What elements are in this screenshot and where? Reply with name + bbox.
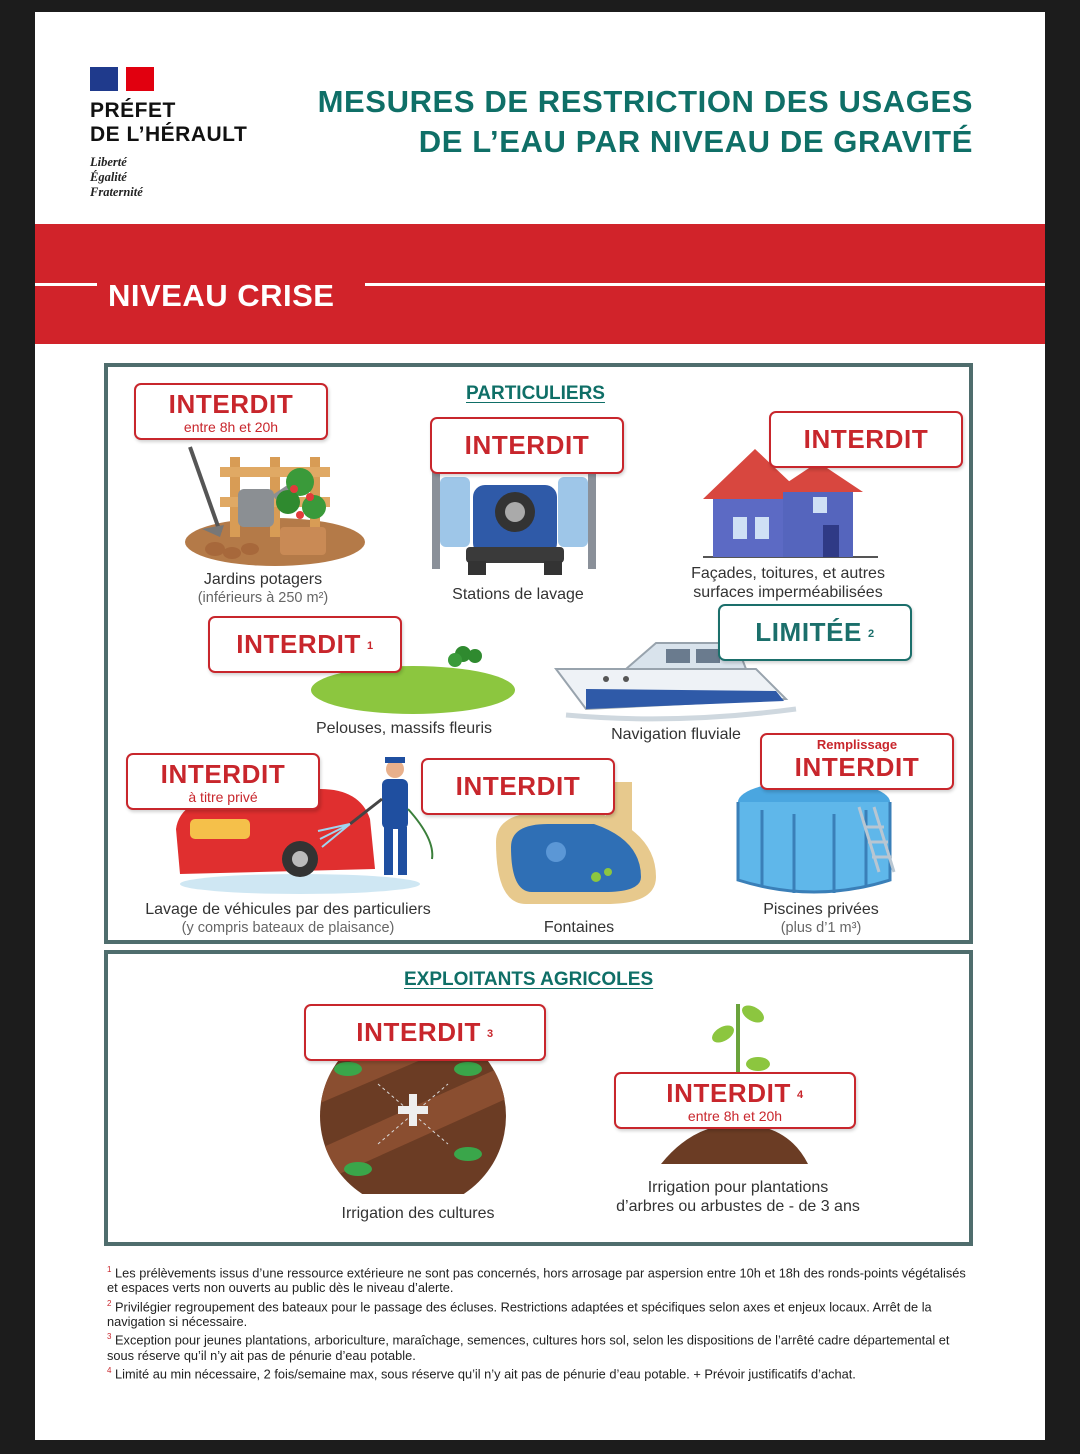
stations-badge bbox=[430, 417, 624, 474]
cultures-caption-text: Irrigation des cultures bbox=[341, 1205, 495, 1222]
prefet-line-2: DE L’HÉRAULT bbox=[90, 123, 248, 146]
footnotes bbox=[107, 1262, 973, 1381]
car-wash-icon bbox=[428, 467, 608, 577]
title-line-1: MESURES DE RESTRICTION DES USAGES bbox=[317, 84, 973, 119]
level-banner bbox=[35, 224, 1045, 344]
poster bbox=[35, 12, 1045, 1440]
navigation-caption-text: Navigation fluviale bbox=[611, 726, 741, 743]
jardins-caption-text: Jardins potagers bbox=[203, 571, 323, 588]
pelouses-badge-text: INTERDIT bbox=[236, 629, 361, 659]
facades-badge-text: INTERDIT bbox=[803, 424, 929, 454]
plantations-badge-sub: entre 8h et 20h bbox=[687, 1108, 783, 1124]
piscines-caption-sub: (plus d’1 m³) bbox=[780, 920, 862, 936]
plantations-footnote-ref: 4 bbox=[796, 1089, 804, 1101]
jardins-badge-sub: entre 8h et 20h bbox=[183, 419, 279, 435]
devise-egalite: Égalité bbox=[90, 170, 127, 184]
pelouses-badge bbox=[208, 616, 402, 673]
cultures-badge bbox=[304, 1004, 546, 1061]
navigation-badge bbox=[718, 604, 912, 661]
plantations-badge-text: INTERDIT bbox=[666, 1078, 791, 1108]
particuliers-panel bbox=[104, 363, 973, 944]
footnote-2-text: Privilégier regroupement des bateaux pour le passage des écluses. Restrictions adaptées et spécifiques selon axes et enjeux locaux. Arrêt de la navigation si nécessaire. bbox=[107, 1298, 932, 1330]
footnote-3 bbox=[107, 1329, 973, 1363]
lavage-caption bbox=[128, 900, 448, 938]
footnote-4-text: Limité au min nécessaire, 2 fois/semaine max, sous réserve qu’il n’y ait pas de pénurie d’eau potable. + Prévoir justificatifs d’achat. bbox=[115, 1366, 856, 1382]
pelouses-footnote-ref: 1 bbox=[366, 640, 374, 652]
devise-liberte: Liberté bbox=[90, 155, 127, 169]
piscines-badge bbox=[760, 733, 954, 790]
devise bbox=[90, 155, 280, 200]
cultures-footnote-ref: 3 bbox=[486, 1028, 494, 1040]
piscines-badge-text: INTERDIT bbox=[794, 752, 920, 782]
footnote-2 bbox=[107, 1296, 973, 1330]
plantations-caption bbox=[608, 1178, 868, 1216]
jardins-caption bbox=[163, 570, 363, 608]
plantations-caption-text: Irrigation pour plantations bbox=[647, 1179, 829, 1196]
pelouses-caption-text: Pelouses, massifs fleuris bbox=[315, 720, 493, 737]
footnote-3-text: Exception pour jeunes plantations, arboriculture, maraîchage, semences, cultures hors sol, selon les dispositions de l’arrêté cadre départemental et sous réserve qu’il n’y ait pas de pénurie d’eau potable. bbox=[107, 1332, 950, 1363]
navigation-badge-text: LIMITÉE bbox=[755, 617, 863, 647]
plantations-badge bbox=[614, 1072, 856, 1129]
footnote-1 bbox=[107, 1262, 973, 1296]
banner-rule-right bbox=[365, 283, 1045, 286]
agricoles-panel bbox=[104, 950, 973, 1246]
title-line-2: DE L’EAU PAR NIVEAU DE GRAVITÉ bbox=[418, 124, 973, 159]
stations-badge-text: INTERDIT bbox=[464, 430, 590, 460]
jardins-badge-text: INTERDIT bbox=[168, 389, 294, 419]
lavage-badge bbox=[126, 753, 320, 810]
irrigation-icon bbox=[318, 1044, 508, 1194]
piscines-badge-pre: Remplissage bbox=[816, 737, 898, 752]
footnote-2-num: 2 bbox=[107, 1298, 112, 1308]
devise-fraternite: Fraternité bbox=[90, 185, 143, 199]
facades-caption bbox=[678, 564, 898, 602]
banner-rule-left bbox=[35, 283, 97, 286]
lavage-badge-text: INTERDIT bbox=[160, 759, 286, 789]
footnote-1-text: Les prélèvements issus d’une ressource extérieure ne sont pas concernés, hors arrosage par aspersion entre 10h et 18h des ronds-points végétalisés et espaces verts non ouverts au public dès le niveau d’alerte. bbox=[107, 1265, 966, 1296]
particuliers-title: PARTICULIERS bbox=[466, 383, 605, 404]
vegetable-garden-icon bbox=[180, 437, 370, 567]
cultures-caption bbox=[318, 1204, 518, 1223]
level-label: NIVEAU CRISE bbox=[108, 278, 335, 313]
prefet-line-1: PRÉFET bbox=[90, 99, 176, 122]
fontaines-badge bbox=[421, 758, 615, 815]
footnote-4-num: 4 bbox=[107, 1366, 112, 1376]
fontaines-badge-text: INTERDIT bbox=[455, 771, 581, 801]
fontaines-caption-text: Fontaines bbox=[543, 919, 615, 936]
facades-caption-sub: surfaces imperméabilisées bbox=[693, 584, 883, 601]
lavage-caption-text: Lavage de véhicules par des particuliers bbox=[145, 901, 431, 918]
navigation-caption bbox=[576, 725, 776, 744]
piscines-caption-text: Piscines privées bbox=[763, 901, 879, 918]
fontaines-caption bbox=[484, 918, 674, 937]
prefet-name bbox=[90, 99, 280, 147]
pool-icon bbox=[734, 772, 909, 907]
facades-caption-text: Façades, toitures, et autres bbox=[691, 565, 885, 582]
jardins-badge bbox=[134, 383, 328, 440]
jardins-caption-sub: (inférieurs à 250 m²) bbox=[197, 590, 329, 606]
page-title bbox=[318, 82, 973, 162]
stations-caption bbox=[418, 585, 618, 604]
footnote-1-num: 1 bbox=[107, 1265, 112, 1274]
cultures-badge-text: INTERDIT bbox=[356, 1017, 481, 1047]
navigation-footnote-ref: 2 bbox=[868, 628, 875, 640]
lavage-caption-sub: (y compris bateaux de plaisance) bbox=[181, 920, 395, 936]
footnote-3-num: 3 bbox=[107, 1332, 112, 1342]
footnote-4 bbox=[107, 1363, 973, 1381]
lavage-badge-sub: à titre privé bbox=[188, 789, 258, 805]
french-flag-icon bbox=[90, 67, 154, 91]
plantations-caption-sub: d’arbres ou arbustes de - de 3 ans bbox=[616, 1198, 860, 1215]
facades-badge bbox=[769, 411, 963, 468]
prefecture-logo bbox=[90, 67, 280, 200]
agricoles-title: EXPLOITANTS AGRICOLES bbox=[404, 969, 654, 990]
stations-caption-text: Stations de lavage bbox=[452, 586, 584, 603]
pelouses-caption bbox=[304, 719, 504, 738]
